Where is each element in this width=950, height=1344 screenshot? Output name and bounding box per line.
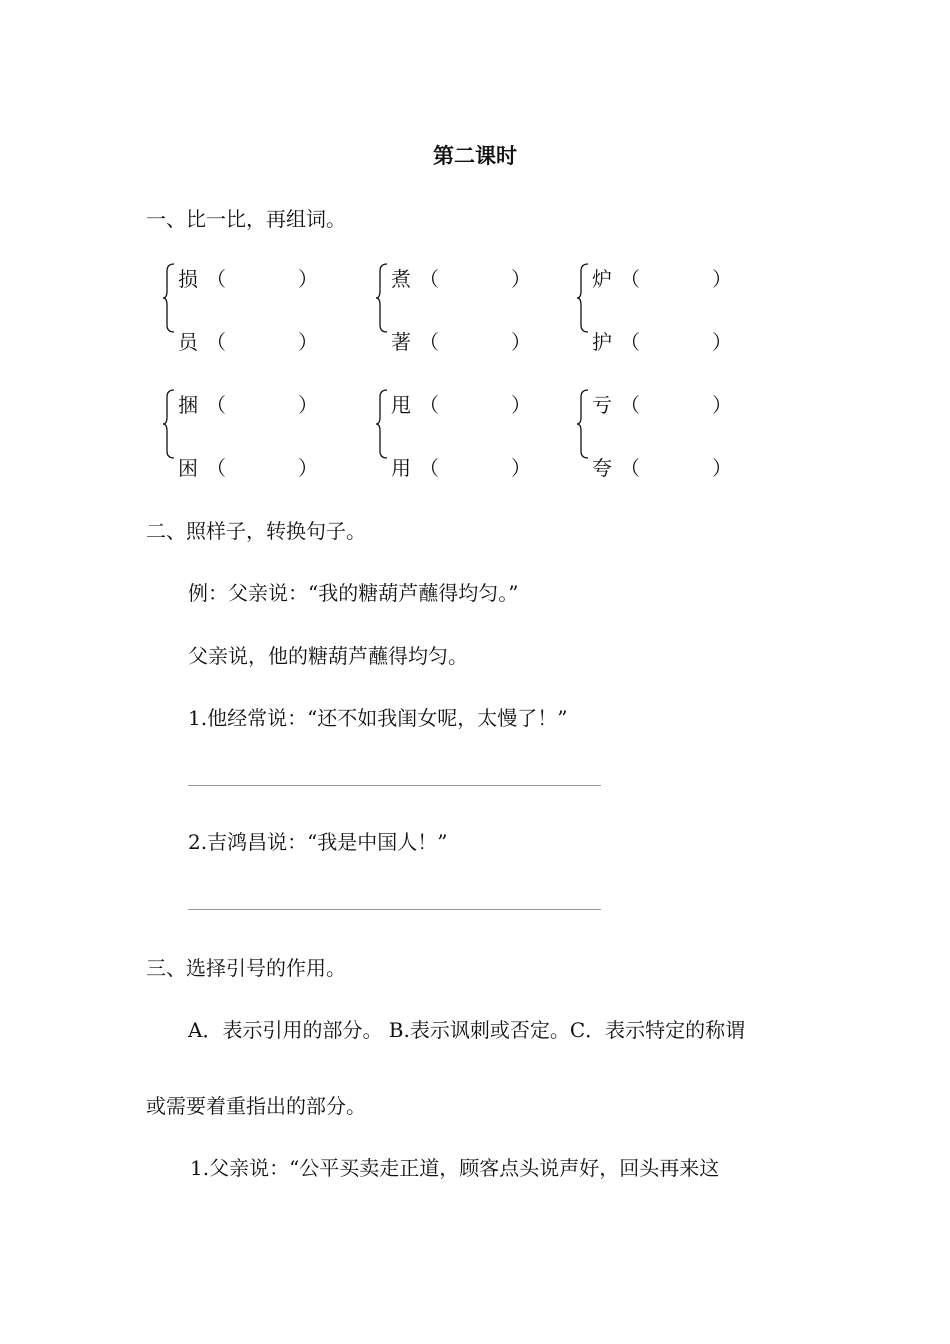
paren-open: （ xyxy=(206,456,226,480)
word-pair-6 xyxy=(576,389,756,479)
pair-bottom-char: 夸 xyxy=(592,456,612,480)
paren-open: （ xyxy=(206,267,226,291)
paren-close: ） xyxy=(298,393,318,417)
answer-line-1[interactable] xyxy=(188,785,601,786)
paren-open: （ xyxy=(206,393,226,417)
options-line-1: A．表示引用的部分。 B.表示讽刺或否定。C．表示特定的称谓 xyxy=(188,1018,746,1042)
brace-icon xyxy=(162,263,176,333)
word-pair-2 xyxy=(375,263,555,353)
paren-open: （ xyxy=(419,456,439,480)
brace-icon xyxy=(375,263,389,333)
section-3-question-1: 1.父亲说：“公平买卖走正道，顾客点头说声好，回头再来这 xyxy=(190,1156,720,1180)
example-answer: 父亲说，他的糖葫芦蘸得均匀。 xyxy=(188,644,468,668)
pair-bottom-char: 护 xyxy=(592,330,612,354)
pair-bottom-char: 著 xyxy=(391,330,411,354)
pair-top-char: 甩 xyxy=(391,393,411,417)
pair-top-char: 亏 xyxy=(592,393,612,417)
options-line-2: 或需要着重指出的部分。 xyxy=(146,1094,366,1118)
section-2-heading: 二、照样子，转换句子。 xyxy=(146,519,366,543)
pair-top-char: 损 xyxy=(178,267,198,291)
brace-icon xyxy=(576,389,590,459)
paren-open: （ xyxy=(206,330,226,354)
section-1-heading: 一、比一比，再组词。 xyxy=(146,207,346,231)
paren-open: （ xyxy=(620,456,640,480)
pair-top-char: 煮 xyxy=(391,267,411,291)
pair-bottom-char: 困 xyxy=(178,456,198,480)
pair-top-char: 炉 xyxy=(592,267,612,291)
brace-icon xyxy=(162,389,176,459)
paren-open: （ xyxy=(419,393,439,417)
paren-open: （ xyxy=(620,267,640,291)
paren-close: ） xyxy=(712,456,732,480)
word-pair-3 xyxy=(576,263,756,353)
answer-line-2[interactable] xyxy=(188,909,601,910)
paren-close: ） xyxy=(298,267,318,291)
section-3-heading: 三、选择引号的作用。 xyxy=(146,956,346,980)
paren-open: （ xyxy=(419,267,439,291)
brace-icon xyxy=(375,389,389,459)
example-sentence: 例：父亲说：“我的糖葫芦蘸得均匀。” xyxy=(188,581,519,605)
word-pair-1 xyxy=(162,263,342,353)
question-1: 1.他经常说：“还不如我闺女呢，太慢了！” xyxy=(188,706,568,730)
paren-close: ） xyxy=(511,330,531,354)
pair-bottom-char: 用 xyxy=(391,456,411,480)
question-2: 2.吉鸿昌说：“我是中国人！” xyxy=(188,830,448,854)
paren-open: （ xyxy=(419,330,439,354)
pair-bottom-char: 员 xyxy=(178,330,198,354)
word-pair-5 xyxy=(375,389,555,479)
paren-close: ） xyxy=(511,393,531,417)
paren-close: ） xyxy=(511,267,531,291)
word-pair-4 xyxy=(162,389,342,479)
pair-top-char: 捆 xyxy=(178,393,198,417)
paren-close: ） xyxy=(712,330,732,354)
paren-close: ） xyxy=(298,456,318,480)
paren-open: （ xyxy=(620,330,640,354)
paren-close: ） xyxy=(511,456,531,480)
brace-icon xyxy=(576,263,590,333)
page-title: 第二课时 xyxy=(433,143,517,168)
paren-close: ） xyxy=(298,330,318,354)
paren-close: ） xyxy=(712,393,732,417)
paren-close: ） xyxy=(712,267,732,291)
paren-open: （ xyxy=(620,393,640,417)
